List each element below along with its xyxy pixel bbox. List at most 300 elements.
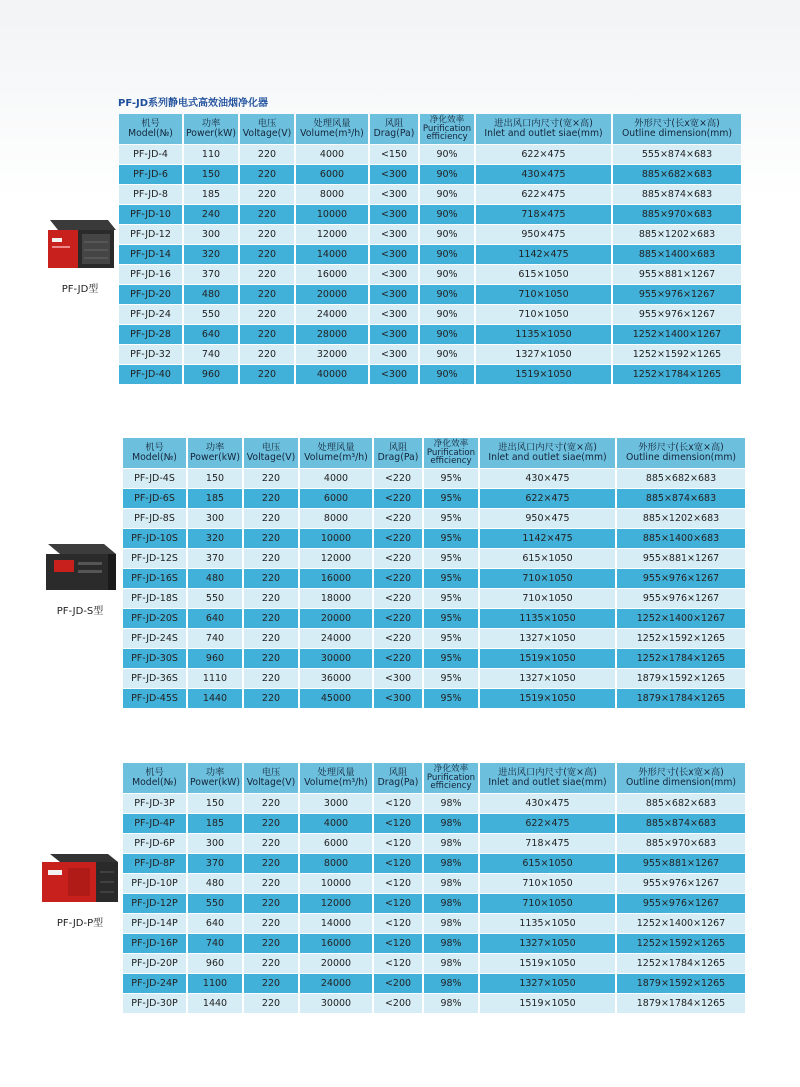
cell-volume: 8000 (296, 185, 368, 204)
header-line: 机号 (141, 118, 160, 129)
table-row (123, 549, 745, 568)
cell-outline-size: 955×976×1267 (617, 569, 745, 588)
table-row (123, 834, 745, 853)
cell-voltage: 220 (240, 325, 294, 344)
cell-inlet-size: 710×1050 (480, 569, 615, 588)
cell-drag: <120 (374, 934, 422, 953)
cell-model: PF-JD-10P (123, 874, 186, 893)
cell-outline-size: 885×1400×683 (617, 529, 745, 548)
cell-efficiency: 90% (420, 325, 474, 344)
header-line: Drag(Pa) (373, 128, 415, 139)
cell-drag: <300 (370, 325, 418, 344)
cell-voltage: 220 (244, 469, 298, 488)
cell-volume: 12000 (300, 894, 372, 913)
cell-power: 740 (184, 345, 238, 364)
cell-volume: 10000 (296, 205, 368, 224)
cell-inlet-size: 710×1050 (476, 305, 611, 324)
cell-inlet-size: 430×475 (480, 794, 615, 813)
table-row (123, 469, 745, 488)
cell-model: PF-JD-16 (119, 265, 182, 284)
cell-efficiency: 98% (424, 974, 478, 993)
header-line: 电压 (257, 118, 277, 129)
purifier-jd-p-image (38, 850, 122, 906)
cell-volume: 32000 (296, 345, 368, 364)
table-row (119, 305, 741, 324)
cell-drag: <300 (370, 165, 418, 184)
cell-outline-size: 1252×1592×1265 (617, 629, 745, 648)
cell-model: PF-JD-6 (119, 165, 182, 184)
table-row (123, 649, 745, 668)
cell-outline-size: 1252×1784×1265 (613, 365, 741, 384)
cell-voltage: 220 (244, 689, 298, 708)
cell-efficiency: 95% (424, 549, 478, 568)
cell-power: 480 (188, 874, 242, 893)
cell-power: 960 (188, 649, 242, 668)
cell-volume: 10000 (300, 529, 372, 548)
header-line: 处理风量 (317, 442, 355, 453)
cell-outline-size: 1252×1784×1265 (617, 649, 745, 668)
header-line: 外形尺寸(长x宽×高) (638, 767, 724, 778)
cell-drag: <220 (374, 649, 422, 668)
table-row (123, 854, 745, 873)
cell-power: 550 (188, 589, 242, 608)
table-row (123, 914, 745, 933)
cell-inlet-size: 718×475 (476, 205, 611, 224)
header-line: Purification (426, 772, 476, 783)
cell-volume: 8000 (300, 509, 372, 528)
cell-drag: <120 (374, 814, 422, 833)
cell-efficiency: 90% (420, 245, 474, 264)
cell-efficiency: 90% (420, 185, 474, 204)
cell-volume: 4000 (296, 145, 368, 164)
header-power (188, 438, 242, 468)
cell-outline-size: 1252×1400×1267 (613, 325, 741, 344)
cell-efficiency: 98% (424, 854, 478, 873)
cell-volume: 30000 (300, 994, 372, 1013)
cell-efficiency: 95% (424, 469, 478, 488)
header-efficiency (424, 763, 478, 793)
cell-outline-size: 1252×1400×1267 (617, 914, 745, 933)
cell-drag: <300 (370, 265, 418, 284)
cell-voltage: 220 (244, 589, 298, 608)
table-row (123, 994, 745, 1013)
cell-model: PF-JD-30S (123, 649, 186, 668)
cell-volume: 6000 (300, 489, 372, 508)
cell-outline-size: 885×1400×683 (613, 245, 741, 264)
header-volume (300, 438, 372, 468)
cell-voltage: 220 (240, 365, 294, 384)
cell-inlet-size: 1135×1050 (480, 914, 615, 933)
header-line: Purification (422, 123, 472, 134)
header-model (123, 763, 186, 793)
cell-drag: <300 (370, 345, 418, 364)
cell-model: PF-JD-28 (119, 325, 182, 344)
cell-drag: <120 (374, 794, 422, 813)
cell-efficiency: 95% (424, 529, 478, 548)
cell-voltage: 220 (244, 974, 298, 993)
cell-efficiency: 90% (420, 265, 474, 284)
cell-voltage: 220 (240, 245, 294, 264)
cell-drag: <300 (374, 689, 422, 708)
table-row (123, 974, 745, 993)
cell-drag: <220 (374, 589, 422, 608)
cell-inlet-size: 1327×1050 (480, 669, 615, 688)
cell-outline-size: 885×1202×683 (613, 225, 741, 244)
cell-drag: <120 (374, 874, 422, 893)
cell-voltage: 220 (240, 145, 294, 164)
cell-drag: <120 (374, 854, 422, 873)
cell-drag: <300 (370, 245, 418, 264)
table-row (119, 145, 741, 164)
cell-efficiency: 90% (420, 165, 474, 184)
cell-model: PF-JD-24P (123, 974, 186, 993)
cell-efficiency: 90% (420, 365, 474, 384)
cell-drag: <220 (374, 609, 422, 628)
cell-inlet-size: 710×1050 (476, 285, 611, 304)
cell-model: PF-JD-24 (119, 305, 182, 324)
cell-inlet-size: 710×1050 (480, 894, 615, 913)
cell-outline-size: 955×976×1267 (613, 285, 741, 304)
cell-outline-size: 1879×1592×1265 (617, 669, 745, 688)
cell-efficiency: 90% (420, 225, 474, 244)
cell-model: PF-JD-12P (123, 894, 186, 913)
cell-inlet-size: 615×1050 (476, 265, 611, 284)
cell-volume: 3000 (300, 794, 372, 813)
cell-power: 150 (184, 165, 238, 184)
header-voltage (244, 438, 298, 468)
cell-inlet-size: 622×475 (476, 185, 611, 204)
header-line: 电压 (261, 442, 281, 453)
header-line: 风阻 (388, 767, 408, 778)
cell-volume: 4000 (300, 469, 372, 488)
cell-inlet-size: 615×1050 (480, 854, 615, 873)
header-line: Voltage(V) (246, 777, 296, 788)
cell-inlet-size: 1327×1050 (480, 629, 615, 648)
table-row (119, 225, 741, 244)
cell-voltage: 220 (240, 165, 294, 184)
spec-table-jd-p (121, 762, 747, 1014)
header-line: 风阻 (388, 442, 408, 453)
header-line: Model(№) (128, 128, 173, 139)
cell-outline-size: 955×976×1267 (617, 589, 745, 608)
cell-efficiency: 95% (424, 509, 478, 528)
cell-inlet-size: 1519×1050 (480, 649, 615, 668)
header-efficiency (420, 114, 474, 144)
cell-power: 185 (188, 814, 242, 833)
spec-table-jd-s (121, 437, 747, 709)
cell-model: PF-JD-3P (123, 794, 186, 813)
table-row (123, 874, 745, 893)
cell-voltage: 220 (244, 934, 298, 953)
cell-outline-size: 1252×1592×1265 (613, 345, 741, 364)
header-line: Power(kW) (190, 777, 240, 788)
cell-drag: <120 (374, 954, 422, 973)
cell-model: PF-JD-45S (123, 689, 186, 708)
cell-model: PF-JD-10 (119, 205, 182, 224)
cell-volume: 16000 (296, 265, 368, 284)
cell-model: PF-JD-6P (123, 834, 186, 853)
cell-voltage: 220 (244, 609, 298, 628)
table-row (119, 285, 741, 304)
cell-drag: <220 (374, 509, 422, 528)
cell-power: 640 (184, 325, 238, 344)
cell-drag: <120 (374, 834, 422, 853)
cell-power: 370 (188, 854, 242, 873)
cell-inlet-size: 622×475 (480, 814, 615, 833)
cell-volume: 20000 (300, 954, 372, 973)
header-line: Model(№) (132, 452, 177, 463)
cell-model: PF-JD-8P (123, 854, 186, 873)
cell-inlet-size: 430×475 (480, 469, 615, 488)
cell-model: PF-JD-4P (123, 814, 186, 833)
header-volume (296, 114, 368, 144)
cell-power: 550 (188, 894, 242, 913)
cell-power: 480 (184, 285, 238, 304)
header-drag (374, 438, 422, 468)
header-line: Inlet and outlet siae(mm) (488, 777, 607, 788)
cell-drag: <220 (374, 629, 422, 648)
cell-drag: <200 (374, 974, 422, 993)
cell-voltage: 220 (240, 205, 294, 224)
cell-inlet-size: 430×475 (476, 165, 611, 184)
cell-efficiency: 95% (424, 629, 478, 648)
cell-drag: <220 (374, 469, 422, 488)
cell-voltage: 220 (244, 509, 298, 528)
table-row (119, 265, 741, 284)
cell-drag: <220 (374, 549, 422, 568)
purifier-jd-s-image (40, 538, 120, 594)
cell-drag: <300 (370, 285, 418, 304)
table-row (123, 814, 745, 833)
header-power (188, 763, 242, 793)
cell-inlet-size: 615×1050 (480, 549, 615, 568)
cell-voltage: 220 (240, 305, 294, 324)
cell-volume: 45000 (300, 689, 372, 708)
cell-outline-size: 1879×1784×1265 (617, 689, 745, 708)
cell-efficiency: 95% (424, 689, 478, 708)
cell-efficiency: 90% (420, 205, 474, 224)
cell-inlet-size: 1519×1050 (480, 689, 615, 708)
header-line: 外形尺寸(长x宽×高) (634, 118, 720, 129)
cell-outline-size: 885×874×683 (617, 489, 745, 508)
cell-efficiency: 98% (424, 934, 478, 953)
cell-power: 370 (184, 265, 238, 284)
header-line: 净化效率 (429, 115, 465, 126)
cell-volume: 4000 (300, 814, 372, 833)
header-line: 功率 (205, 442, 225, 453)
cell-volume: 28000 (296, 325, 368, 344)
cell-efficiency: 90% (420, 145, 474, 164)
cell-outline-size: 1252×1400×1267 (617, 609, 745, 628)
table-row (123, 954, 745, 973)
header-line: 处理风量 (313, 118, 351, 129)
header-line: 功率 (205, 767, 225, 778)
cell-voltage: 220 (244, 854, 298, 873)
cell-outline-size: 885×874×683 (613, 185, 741, 204)
table-row (123, 509, 745, 528)
header-line: Inlet and outlet siae(mm) (484, 128, 603, 139)
cell-voltage: 220 (240, 225, 294, 244)
product-jd-p (38, 850, 122, 929)
table-row (123, 569, 745, 588)
cell-inlet-size: 1519×1050 (480, 954, 615, 973)
product-jd-s (40, 538, 120, 617)
cell-power: 185 (188, 489, 242, 508)
cell-volume: 6000 (296, 165, 368, 184)
cell-inlet-size: 710×1050 (480, 589, 615, 608)
cell-drag: <120 (374, 894, 422, 913)
header-line: Volume(m³/h) (300, 128, 364, 139)
header-line: 进出风口内尺寸(宽×高) (498, 767, 597, 778)
cell-model: PF-JD-16S (123, 569, 186, 588)
cell-power: 110 (184, 145, 238, 164)
cell-inlet-size: 1135×1050 (480, 609, 615, 628)
table-row (123, 489, 745, 508)
header-row (123, 438, 745, 468)
header-line: 电压 (261, 767, 281, 778)
header-model (123, 438, 186, 468)
cell-power: 740 (188, 934, 242, 953)
cell-drag: <220 (374, 529, 422, 548)
cell-power: 320 (184, 245, 238, 264)
cell-model: PF-JD-10S (123, 529, 186, 548)
header-outline-size (617, 763, 745, 793)
cell-outline-size: 885×874×683 (617, 814, 745, 833)
cell-voltage: 220 (240, 345, 294, 364)
cell-inlet-size: 1519×1050 (476, 365, 611, 384)
cell-efficiency: 95% (424, 489, 478, 508)
header-inlet-size (480, 438, 615, 468)
cell-model: PF-JD-24S (123, 629, 186, 648)
cell-outline-size: 955×976×1267 (617, 874, 745, 893)
cell-volume: 10000 (300, 874, 372, 893)
cell-voltage: 220 (244, 814, 298, 833)
header-inlet-size (476, 114, 611, 144)
table-row (119, 165, 741, 184)
header-line: 净化效率 (433, 764, 469, 775)
cell-power: 740 (188, 629, 242, 648)
cell-volume: 14000 (300, 914, 372, 933)
cell-model: PF-JD-20P (123, 954, 186, 973)
cell-inlet-size: 1519×1050 (480, 994, 615, 1013)
cell-model: PF-JD-6S (123, 489, 186, 508)
header-line: 进出风口内尺寸(宽×高) (494, 118, 593, 129)
header-outline-size (613, 114, 741, 144)
cell-voltage: 220 (244, 874, 298, 893)
cell-model: PF-JD-16P (123, 934, 186, 953)
cell-model: PF-JD-8S (123, 509, 186, 528)
product-jd (40, 212, 120, 295)
cell-volume: 36000 (300, 669, 372, 688)
cell-power: 185 (184, 185, 238, 204)
cell-drag: <200 (374, 994, 422, 1013)
cell-efficiency: 98% (424, 874, 478, 893)
table-row (123, 689, 745, 708)
cell-volume: 12000 (300, 549, 372, 568)
cell-efficiency: 90% (420, 285, 474, 304)
cell-outline-size: 955×881×1267 (617, 549, 745, 568)
header-drag (370, 114, 418, 144)
cell-inlet-size: 1142×475 (476, 245, 611, 264)
header-line: 处理风量 (317, 767, 355, 778)
header-outline-size (617, 438, 745, 468)
cell-efficiency: 90% (420, 305, 474, 324)
header-line: Volume(m³/h) (304, 452, 368, 463)
header-line: Outline dimension(mm) (625, 777, 737, 788)
cell-model: PF-JD-40 (119, 365, 182, 384)
cell-power: 150 (188, 794, 242, 813)
cell-power: 300 (188, 509, 242, 528)
cell-model: PF-JD-20S (123, 609, 186, 628)
cell-outline-size: 1879×1592×1265 (617, 974, 745, 993)
cell-drag: <300 (370, 305, 418, 324)
cell-model: PF-JD-14P (123, 914, 186, 933)
cell-efficiency: 98% (424, 894, 478, 913)
cell-voltage: 220 (240, 265, 294, 284)
table-row (123, 794, 745, 813)
cell-power: 1440 (188, 689, 242, 708)
cell-efficiency: 98% (424, 994, 478, 1013)
table-row (123, 529, 745, 548)
header-model (119, 114, 182, 144)
header-line: Outline dimension(mm) (621, 128, 733, 139)
cell-drag: <220 (374, 489, 422, 508)
cell-outline-size: 885×970×683 (613, 205, 741, 224)
cell-power: 1440 (188, 994, 242, 1013)
header-line: Purification (426, 447, 476, 458)
cell-volume: 24000 (296, 305, 368, 324)
cell-voltage: 220 (244, 549, 298, 568)
cell-voltage: 220 (244, 914, 298, 933)
header-line: Voltage(V) (242, 128, 292, 139)
cell-model: PF-JD-18S (123, 589, 186, 608)
cell-power: 550 (184, 305, 238, 324)
cell-power: 960 (184, 365, 238, 384)
header-volume (300, 763, 372, 793)
table-row (123, 629, 745, 648)
cell-voltage: 220 (240, 185, 294, 204)
header-drag (374, 763, 422, 793)
cell-power: 320 (188, 529, 242, 548)
table-row (119, 245, 741, 264)
header-line: 进出风口内尺寸(宽×高) (498, 442, 597, 453)
header-line: efficiency (430, 456, 472, 467)
cell-inlet-size: 718×475 (480, 834, 615, 853)
table-row (123, 669, 745, 688)
header-line: Power(kW) (186, 128, 236, 139)
header-line: 机号 (145, 442, 164, 453)
cell-model: PF-JD-12 (119, 225, 182, 244)
cell-model: PF-JD-36S (123, 669, 186, 688)
cell-voltage: 220 (244, 954, 298, 973)
cell-drag: <220 (374, 569, 422, 588)
cell-efficiency: 95% (424, 589, 478, 608)
cell-volume: 30000 (300, 649, 372, 668)
cell-power: 150 (188, 469, 242, 488)
cell-power: 240 (184, 205, 238, 224)
cell-outline-size: 955×976×1267 (613, 305, 741, 324)
cell-voltage: 220 (244, 629, 298, 648)
cell-power: 1110 (188, 669, 242, 688)
cell-power: 370 (188, 549, 242, 568)
cell-efficiency: 98% (424, 794, 478, 813)
product-caption: PF-JD型 (61, 284, 99, 295)
cell-voltage: 220 (244, 569, 298, 588)
cell-voltage: 220 (244, 649, 298, 668)
cell-drag: <300 (370, 185, 418, 204)
cell-inlet-size: 1142×475 (480, 529, 615, 548)
cell-volume: 16000 (300, 934, 372, 953)
